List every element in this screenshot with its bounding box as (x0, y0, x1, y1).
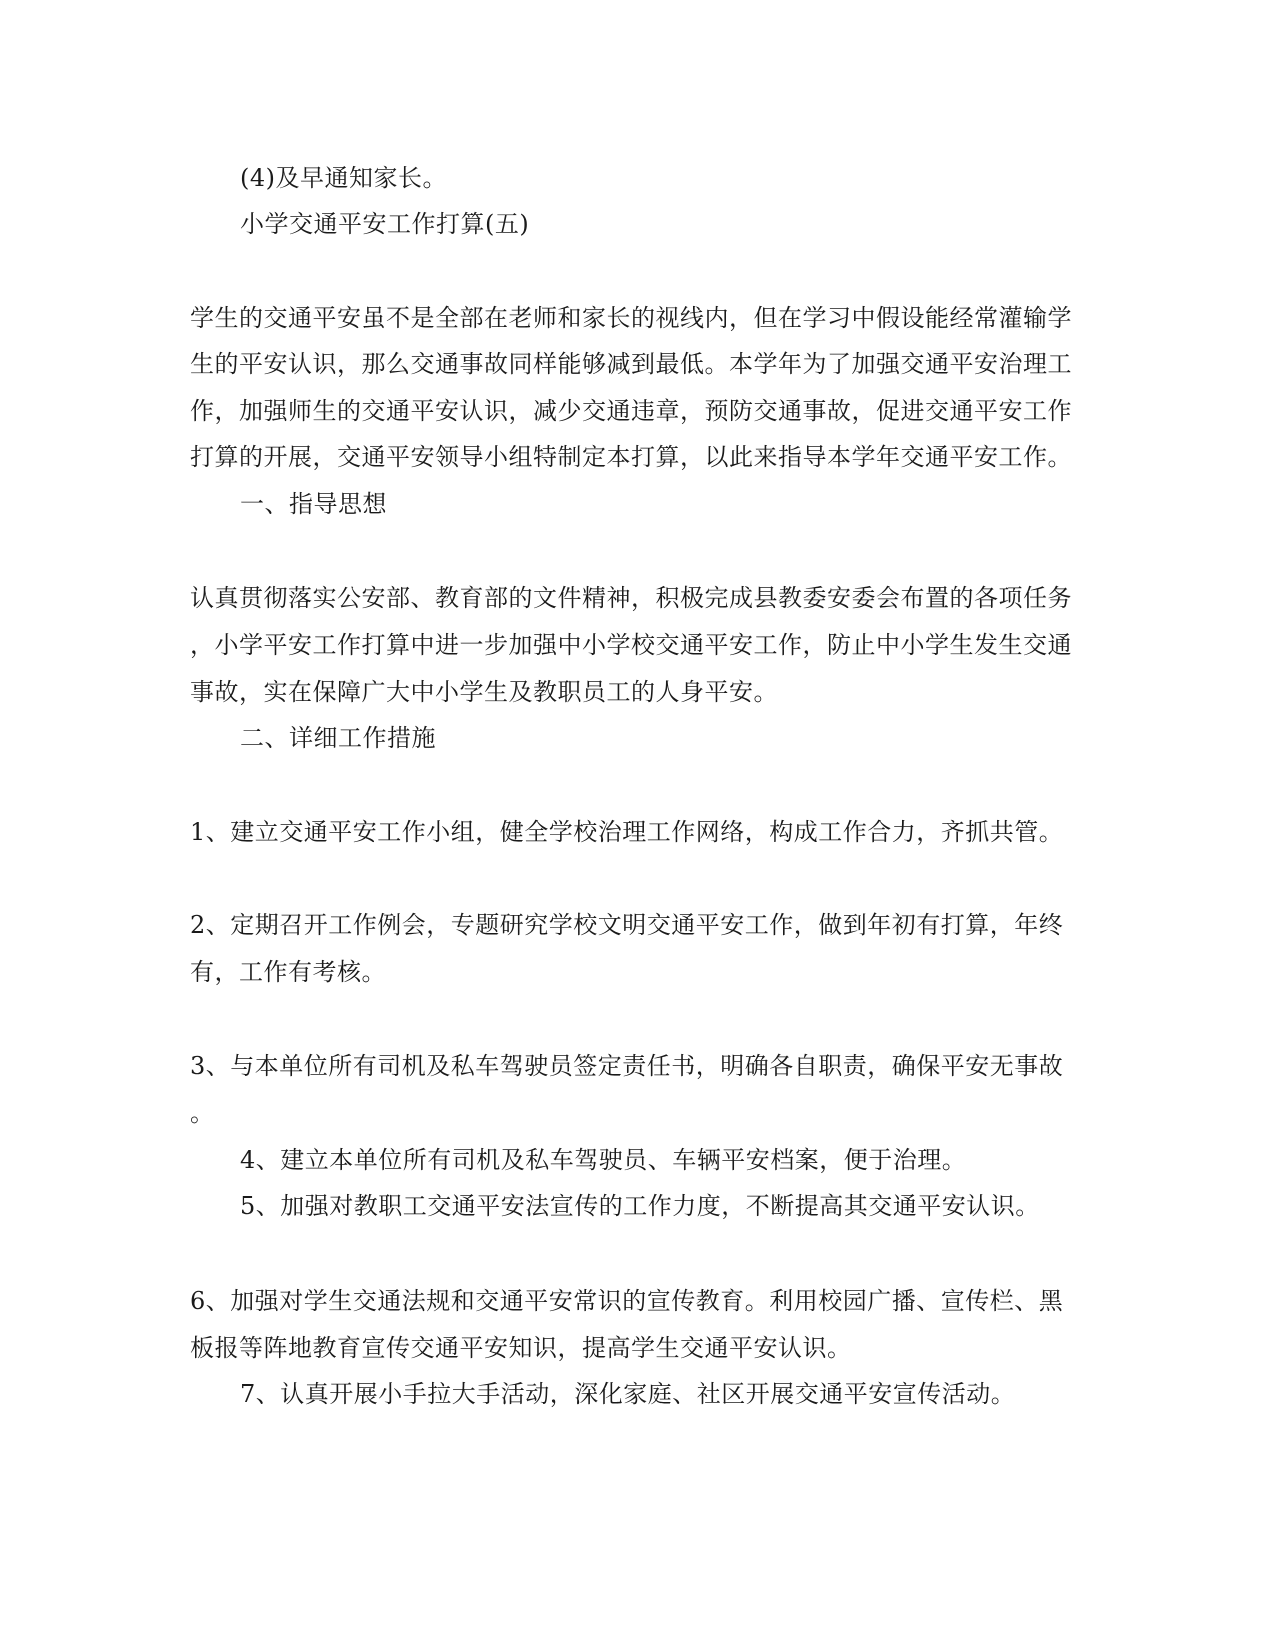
list-item-continuation: 板报等阵地教育宣传交通平安知识，提高学生交通平安认识。 (190, 1334, 852, 1362)
paragraph-line: 生的平安认识，那么交通事故同样能够减到最低。本学年为了加强交通平安治理工 (190, 350, 1072, 378)
paragraph-line: ，小学平安工作打算中进一步加强中小学校交通平安工作，防止中小学生发生交通 (190, 631, 1072, 659)
paragraph-line: 打算的开展，交通平安领导小组特制定本打算，以此来指导本学年交通平安工作。 (190, 443, 1072, 471)
section-heading: 二、详细工作措施 (240, 724, 436, 752)
list-item-continuation: 。 (190, 1099, 215, 1127)
section-heading: 一、指导思想 (240, 490, 387, 518)
list-item: 1、建立交通平安工作小组，健全学校治理工作网络，构成工作合力，齐抓共管。 (190, 818, 1064, 846)
list-item: 3、与本单位所有司机及私车驾驶员签定责任书，明确各自职责，确保平安无事故 (190, 1052, 1064, 1080)
list-item: 5、加强对教职工交通平安法宣传的工作力度，不断提高其交通平安认识。 (240, 1192, 1040, 1220)
list-item: (4)及早通知家长。 (240, 164, 447, 192)
list-item: 6、加强对学生交通法规和交通平安常识的宣传教育。利用校园广播、宣传栏、黑 (190, 1287, 1064, 1315)
paragraph-line: 作，加强师生的交通平安认识，减少交通违章，预防交通事故，促进交通平安工作 (190, 397, 1072, 425)
list-item: 7、认真开展小手拉大手活动，深化家庭、社区开展交通平安宣传活动。 (240, 1380, 1016, 1408)
paragraph-line: 事故，实在保障广大中小学生及教职员工的人身平安。 (190, 678, 778, 706)
paragraph-line: 认真贯彻落实公安部、教育部的文件精神，积极完成县教委安委会布置的各项任务 (190, 584, 1072, 612)
list-item: 4、建立本单位所有司机及私车驾驶员、车辆平安档案，便于治理。 (240, 1146, 967, 1174)
paragraph-line: 学生的交通平安虽不是全部在老师和家长的视线内，但在学习中假设能经常灌输学 (190, 304, 1072, 332)
section-title: 小学交通平安工作打算(五) (240, 210, 530, 238)
list-item: 2、定期召开工作例会，专题研究学校文明交通平安工作，做到年初有打算，年终 (190, 911, 1064, 939)
list-item-continuation: 有，工作有考核。 (190, 958, 386, 986)
